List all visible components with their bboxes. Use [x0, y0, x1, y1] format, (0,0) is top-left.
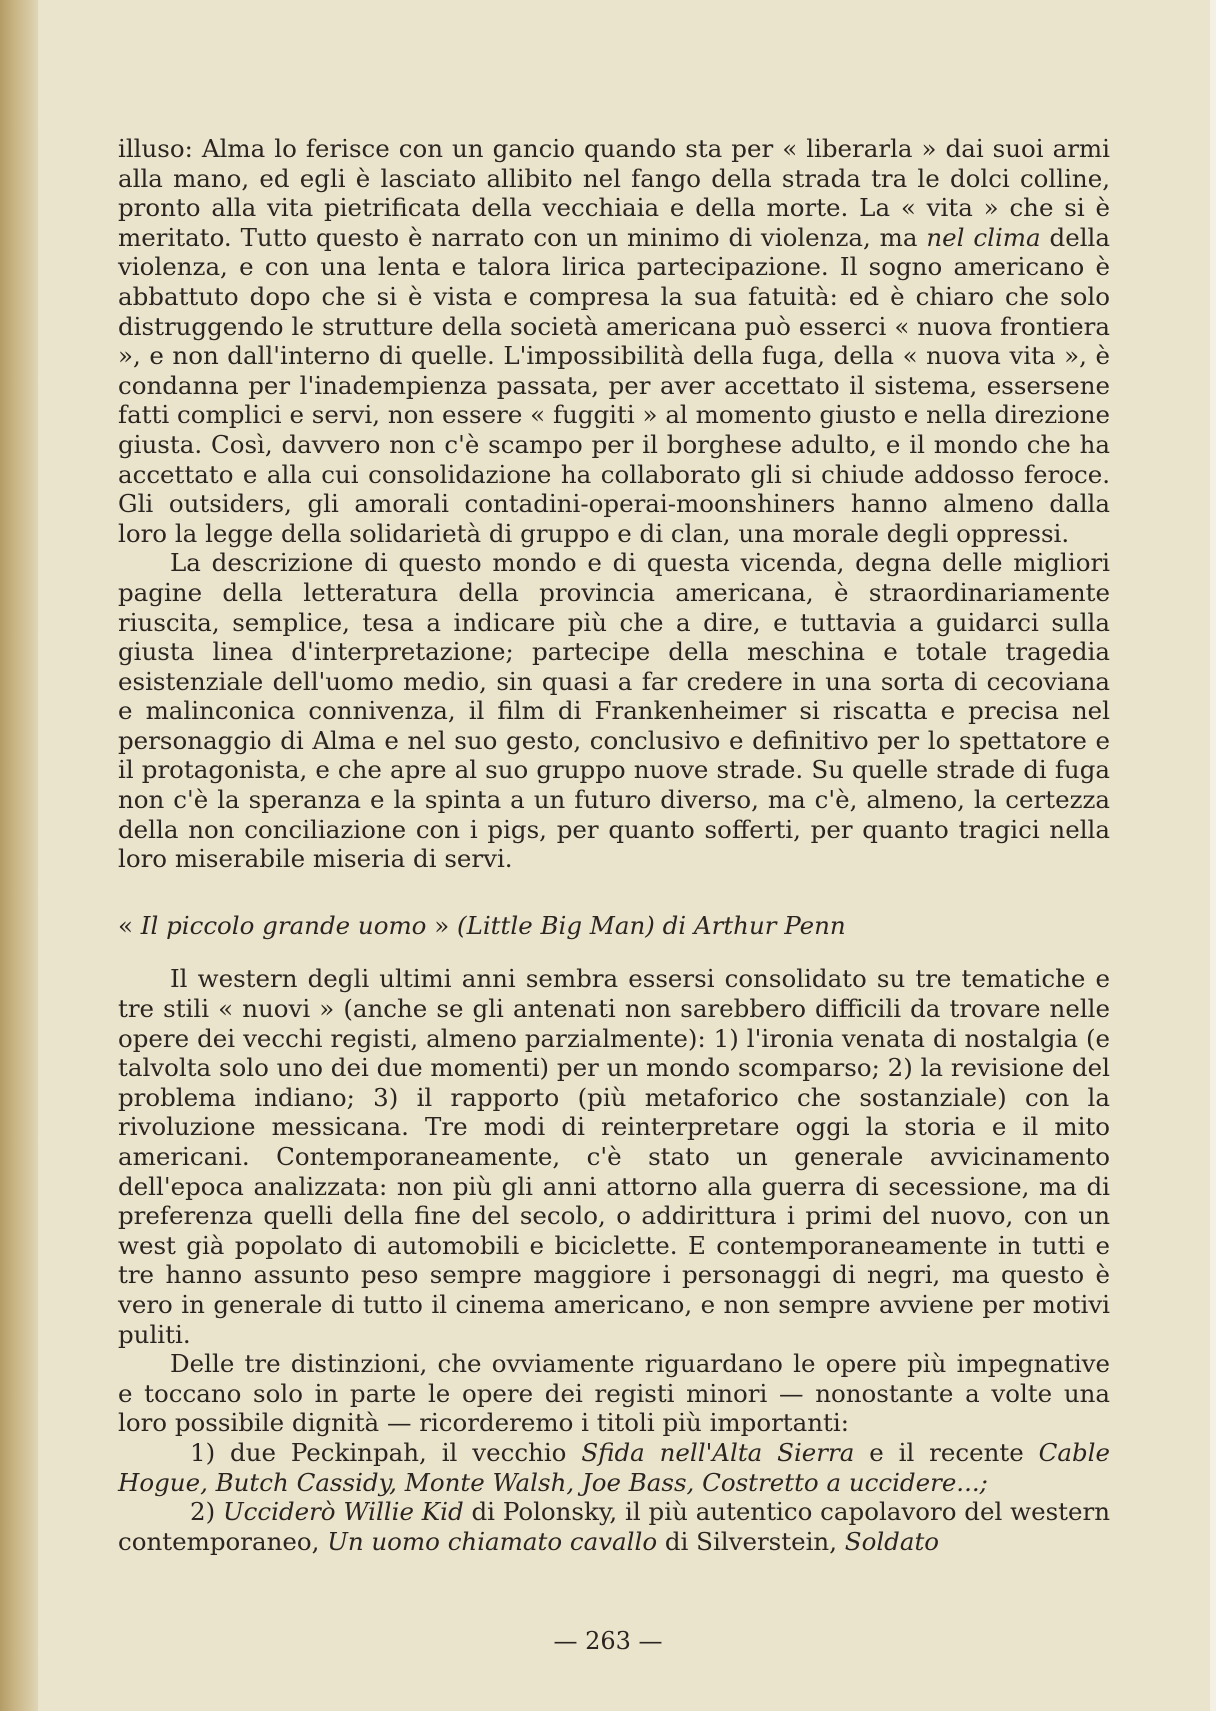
list-item-2: 2) Ucciderò Willie Kid di Polonsky, il più autentico capolavoro del western contemporaneo, Un uomo chiamato cavallo di Silverstein, Soldato [118, 1497, 1111, 1556]
paragraph-4: Delle tre distinzioni, che ovviamente riguardano le opere più impegnative e toccano solo in parte le opere dei registi minori — nonostante a volte una loro possibile dignità — ricorderemo i titoli più importanti: [118, 1349, 1110, 1438]
body-text [118, 134, 1110, 1556]
page-edge [1210, 0, 1216, 1711]
paragraph-2: La descrizione di questo mondo e di questa vicenda, degna delle migliori pagine della letteratura della provincia americana, è straordinariamente riuscita, semplice, tesa a indicare più che a dire, e tuttavia a guidarci sulla giusta linea d'interpretazione; partecipe della meschina e totale tragedia esistenziale dell'uomo medio, sin quasi a far credere in una sorta di cecoviana e malinconica connivenza, il film di Frankenheimer si riscatta e precisa nel personaggio di Alma e nel suo gesto, conclusivo e definitivo per lo spettatore e il protagonista, e che apre al suo gruppo nuove strade. Su quelle strade di fuga non c'è la speranza e la spinta a un futuro diverso, ma c'è, almeno, la certezza della non conciliazione con i pigs, per quanto sofferti, per quanto tragici nella loro miserabile miseria di servi. [118, 548, 1110, 874]
page-binding-shadow [0, 0, 38, 1711]
page-number: — 263 — [553, 1627, 663, 1655]
paragraph-1: illuso: Alma lo ferisce con un gancio quando sta per « liberarla » dai suoi armi alla mano, ed egli è lasciato allibito nel fango della strada tra le dolci colline, pronto alla vita pietrificata della vecchiaia e della morte. La « vita » che si è meritato. Tutto questo è narrato con un minimo di violenza, ma nel clima della violenza, e con una lenta e talora lirica partecipazione. Il sogno americano è abbattuto dopo che si è vista e compresa la sua fatuità: ed è chiaro che solo distruggendo le strutture della società americana può esserci « nuova frontiera », e non dall'interno di quelle. L'impossibilità della fuga, della « nuova vita », è condanna per l'inadempienza passata, per aver accettato il sistema, essersene fatti complici e servi, non essere « fuggiti » al momento giusto e nella direzione giusta. Così, davvero non c'è scampo per il borghese adulto, e il mondo che ha accettato e alla cui consolidazione ha collaborato gli si chiude addosso feroce. Gli outsiders, gli amorali contadini-operai-moonshiners hanno almeno dalla loro la legge della solidarietà di gruppo e di clan, una morale degli oppressi. [118, 134, 1110, 548]
section-heading: « Il piccolo grande uomo » (Little Big Man) di Arthur Penn [118, 910, 846, 940]
paragraph-3: Il western degli ultimi anni sembra essersi consolidato su tre tematiche e tre stili « nuovi » (anche se gli antenati non sarebbero difficili da trovare nelle opere dei vecchi registi, almeno parzialmente): 1) l'ironia venata di nostalgia (e talvolta solo uno dei due momenti) per un mondo scomparso; 2) la revisione del problema indiano; 3) il rapporto (più metaforico che sostanziale) con la rivoluzione messicana. Tre modi di reinterpretare oggi la storia e il mito americani. Contemporaneamente, c'è stato un generale avvicinamento dell'epoca analizzata: non più gli anni attorno alla guerra di secessione, ma di preferenza quelli della fine del secolo, o addirittura i primi del nuovo, con un west già popolato di automobili e biciclette. E contemporaneamente in tutti e tre hanno assunto peso sempre maggiore i personaggi di negri, ma questo è vero in generale di tutto il cinema americano, e non sempre avviene per motivi puliti. [118, 964, 1110, 1349]
list-item-1: 1) due Peckinpah, il vecchio Sfida nell'Alta Sierra e il recente Cable Hogue, Butch Cassidy, Monte Walsh, Joe Bass, Costretto a uccidere...; [118, 1437, 1110, 1497]
